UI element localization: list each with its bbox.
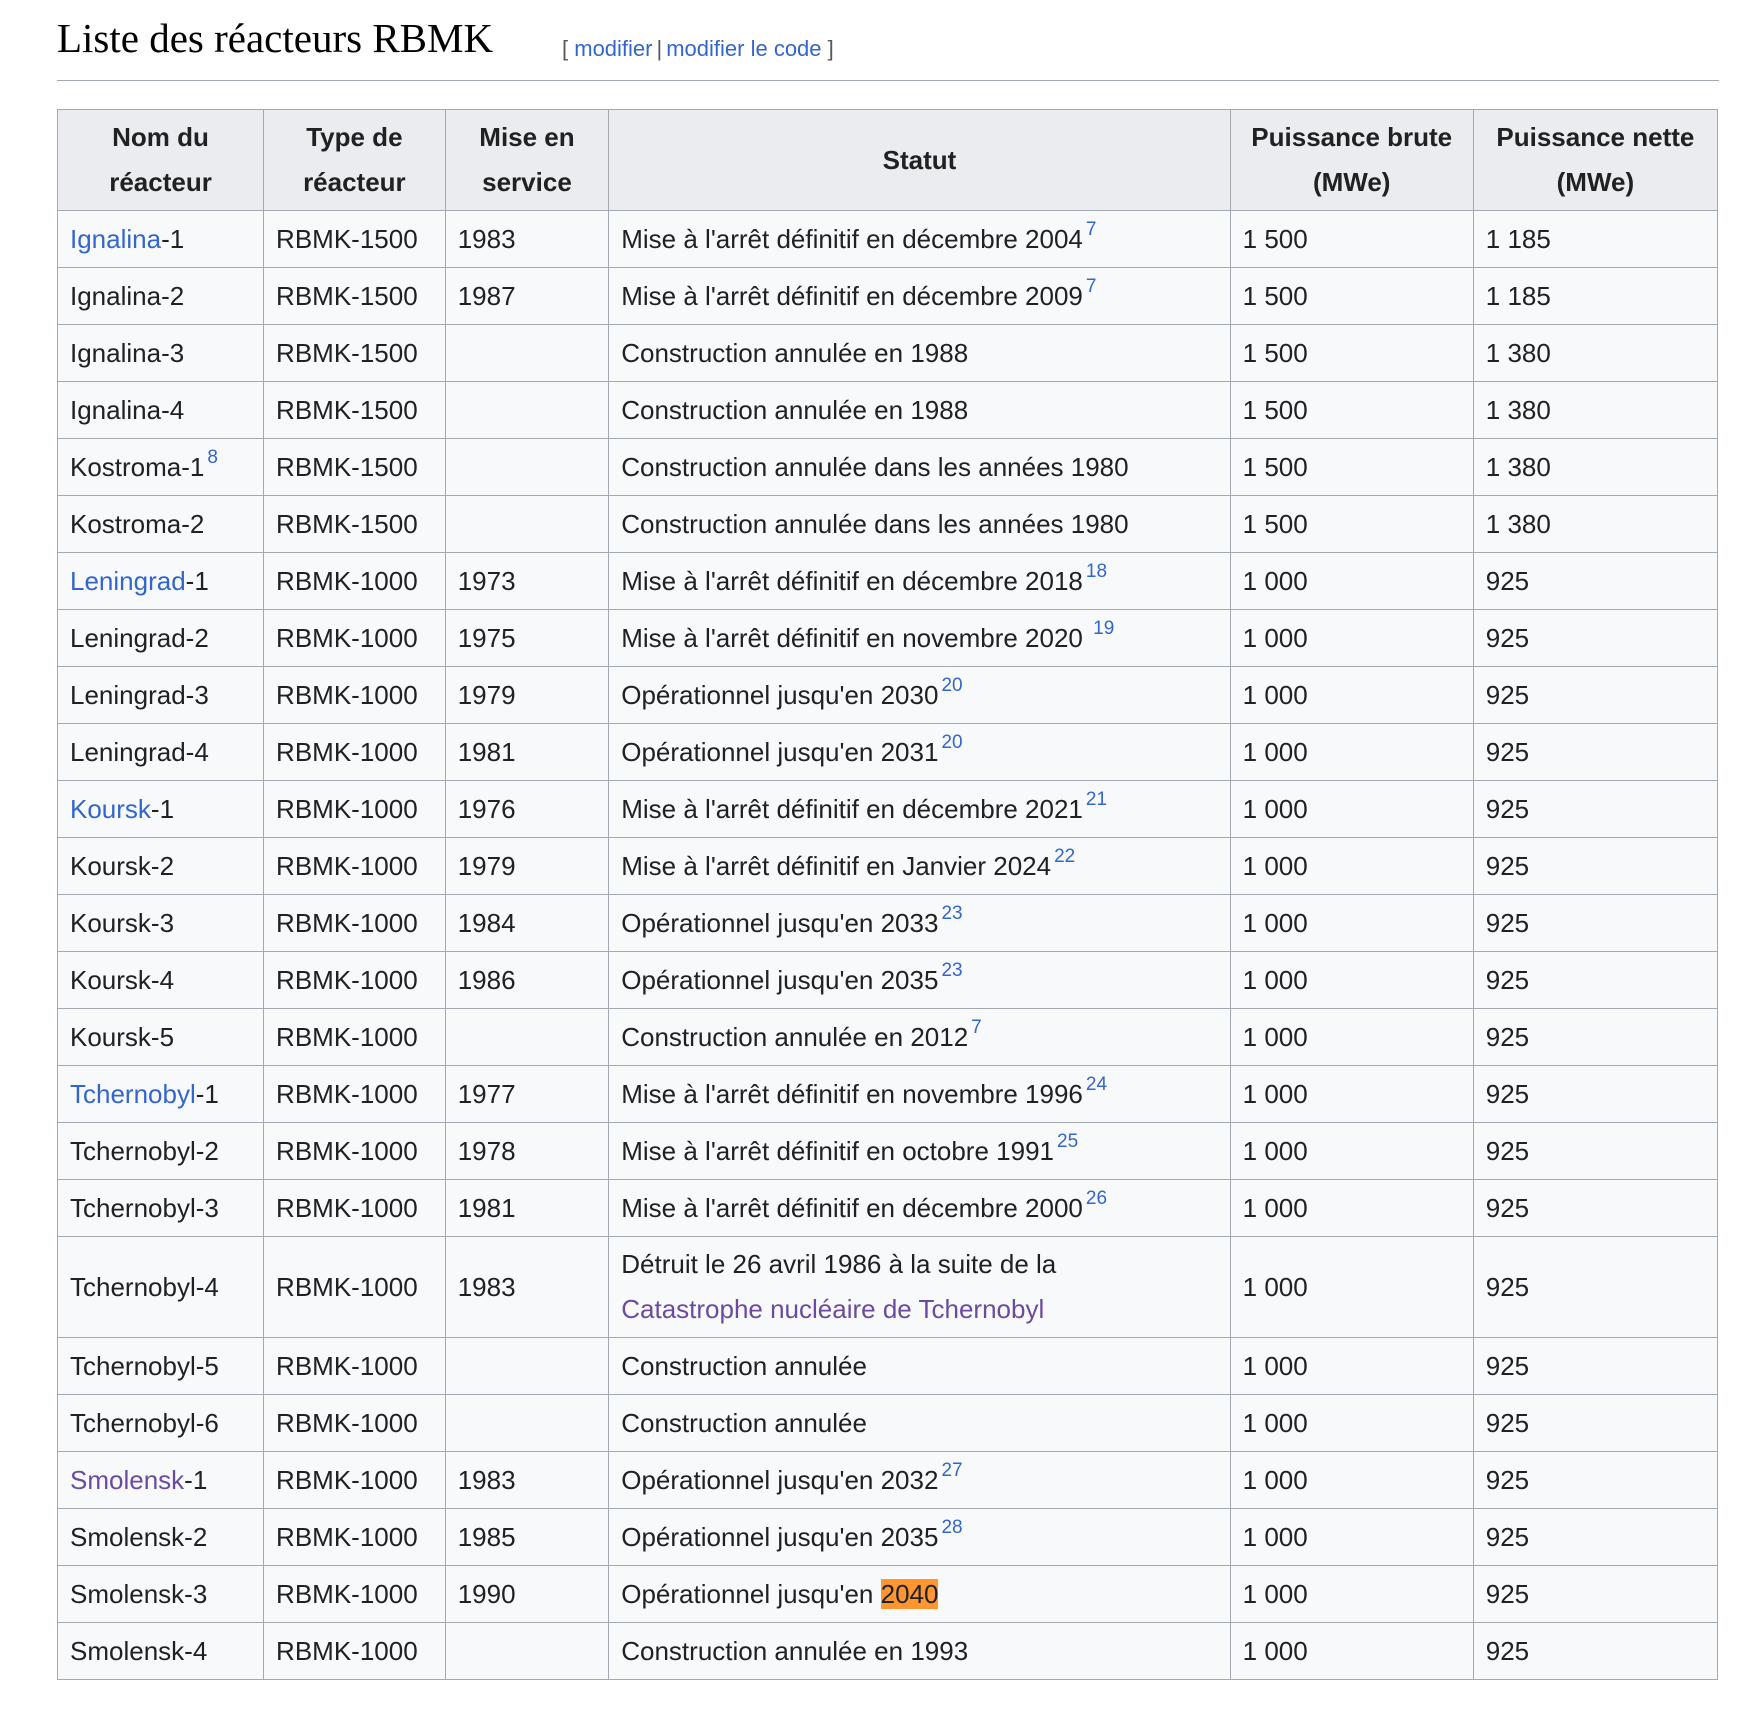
cell-reactor-type: RBMK-1500 (264, 439, 446, 496)
reactor-name: Ignalina-4 (70, 394, 185, 425)
cell-status (609, 838, 1230, 895)
cell-commissioning-year: 1981 (445, 724, 609, 781)
reference-link[interactable]: 23 (941, 902, 963, 924)
table-row (58, 496, 1718, 553)
cell-net-power: 925 (1473, 1509, 1717, 1566)
edit-section-links (562, 38, 834, 60)
table-row (58, 1338, 1718, 1395)
cell-status (609, 1395, 1230, 1452)
cell-reactor-type: RBMK-1000 (264, 1123, 446, 1180)
reactor-name: Ignalina-3 (70, 337, 185, 368)
reactor-name: Tchernobyl-3 (70, 1192, 219, 1223)
cell-net-power: 1 380 (1473, 496, 1717, 553)
header-nette[interactable] (1473, 110, 1717, 211)
section-title: Liste des réacteurs RBMK (57, 15, 494, 61)
edit-link[interactable]: modifier (574, 36, 653, 61)
reference-link[interactable]: 27 (941, 1459, 963, 1481)
table-row (58, 439, 1718, 496)
edit-bracket-open: [ (562, 36, 569, 61)
cell-commissioning-year: 1984 (445, 895, 609, 952)
reference-link[interactable]: 20 (941, 731, 963, 753)
cell-reactor-name (58, 952, 264, 1009)
reactor-name: Leningrad-4 (70, 736, 209, 767)
cell-reactor-type: RBMK-1000 (264, 1566, 446, 1623)
header-name-line2: réacteur (109, 167, 212, 197)
cell-gross-power: 1 000 (1230, 952, 1473, 1009)
cell-net-power: 925 (1473, 1180, 1717, 1237)
header-name[interactable] (58, 110, 264, 211)
reactor-name: Koursk-4 (70, 964, 175, 995)
cell-commissioning-year (445, 439, 609, 496)
status-text: Construction annulée en 2012 (621, 1021, 969, 1052)
cell-gross-power: 1 000 (1230, 838, 1473, 895)
cell-gross-power: 1 000 (1230, 1123, 1473, 1180)
status-text: Construction annulée dans les années 1980 (621, 508, 1129, 539)
edit-bracket-close: ] (827, 36, 834, 61)
status-text: Mise à l'arrêt définitif en décembre 2009 (621, 280, 1083, 311)
cell-reactor-name (58, 724, 264, 781)
reference-link[interactable]: 22 (1054, 845, 1076, 867)
cell-net-power: 1 185 (1473, 211, 1717, 268)
reactor-name: Kostroma-1 (70, 451, 205, 482)
status-text: Opérationnel jusqu'en 2035 (621, 964, 939, 995)
cell-net-power: 925 (1473, 952, 1717, 1009)
cell-reactor-name (58, 496, 264, 553)
reference-link[interactable]: 7 (971, 1016, 982, 1038)
reference-link[interactable]: 18 (1085, 560, 1108, 582)
reference-link[interactable]: 19 (1093, 617, 1115, 639)
cell-reactor-type: RBMK-1000 (264, 1237, 446, 1338)
table-row (58, 1009, 1718, 1066)
cell-gross-power: 1 000 (1230, 1237, 1473, 1338)
cell-reactor-name (58, 1338, 264, 1395)
status-text: Opérationnel jusqu'en 2031 (621, 736, 939, 767)
table-row (58, 1623, 1718, 1680)
table-row (58, 610, 1718, 667)
reactor-name: Koursk-5 (70, 1021, 175, 1052)
table-row (58, 268, 1718, 325)
cell-gross-power: 1 500 (1230, 268, 1473, 325)
reactor-number: -1 (185, 565, 209, 596)
reactor-number: -1 (150, 793, 175, 824)
cell-reactor-name (58, 1395, 264, 1452)
cell-status (609, 1237, 1230, 1338)
table-row (58, 1066, 1718, 1123)
cell-gross-power: 1 000 (1230, 553, 1473, 610)
cell-commissioning-year: 1990 (445, 1566, 609, 1623)
cell-status (609, 439, 1230, 496)
reactor-name: Kostroma-2 (70, 508, 205, 539)
cell-commissioning-year: 1975 (445, 610, 609, 667)
table-row (58, 1123, 1718, 1180)
cell-reactor-name (58, 1509, 264, 1566)
header-nette-line2: (MWe) (1556, 167, 1635, 197)
table-row (58, 667, 1718, 724)
cell-net-power: 925 (1473, 1009, 1717, 1066)
cell-net-power: 925 (1473, 895, 1717, 952)
cell-status (609, 610, 1230, 667)
cell-net-power: 925 (1473, 724, 1717, 781)
cell-status (609, 1066, 1230, 1123)
reactor-name: Smolensk-2 (70, 1521, 208, 1552)
cell-commissioning-year (445, 1395, 609, 1452)
cell-reactor-name (58, 211, 264, 268)
cell-gross-power: 1 000 (1230, 1066, 1473, 1123)
status-text: Mise à l'arrêt définitif en décembre 2018 (621, 565, 1083, 596)
cell-status (609, 1009, 1230, 1066)
table-row (58, 1395, 1718, 1452)
cell-gross-power: 1 500 (1230, 211, 1473, 268)
edit-source-link[interactable]: modifier le code (666, 36, 822, 61)
cell-reactor-type: RBMK-1500 (264, 268, 446, 325)
cell-commissioning-year: 1983 (445, 211, 609, 268)
cell-reactor-type: RBMK-1000 (264, 1066, 446, 1123)
cell-net-power: 925 (1473, 1623, 1717, 1680)
cell-commissioning-year: 1979 (445, 838, 609, 895)
reference-link[interactable]: 7 (1085, 275, 1097, 297)
cell-status (609, 895, 1230, 952)
cell-net-power: 925 (1473, 1452, 1717, 1509)
reactor-site-link[interactable]: Ignalina (70, 223, 162, 254)
cell-net-power: 925 (1473, 1237, 1717, 1338)
table-body (58, 211, 1718, 1680)
cell-reactor-type: RBMK-1000 (264, 1509, 446, 1566)
status-text: Mise à l'arrêt définitif en novembre 2020 (621, 622, 1091, 653)
reactor-name: Tchernobyl-4 (70, 1271, 219, 1302)
reference-link[interactable]: 23 (941, 959, 963, 981)
reactor-site-link[interactable]: Tchernobyl (70, 1078, 196, 1109)
cell-net-power: 925 (1473, 1123, 1717, 1180)
reactor-name: Smolensk-3 (70, 1578, 208, 1609)
table-row (58, 724, 1718, 781)
reactor-name: Koursk-2 (70, 850, 175, 881)
cell-gross-power: 1 000 (1230, 724, 1473, 781)
section-heading (57, 0, 1719, 81)
cell-net-power: 925 (1473, 1395, 1717, 1452)
cell-commissioning-year: 1979 (445, 667, 609, 724)
table-row (58, 838, 1718, 895)
cell-commissioning-year: 1973 (445, 553, 609, 610)
cell-status (609, 1338, 1230, 1395)
header-brute[interactable] (1230, 110, 1473, 211)
status-text: Construction annulée en 1988 (621, 337, 969, 368)
status-text: Opérationnel jusqu'en 2032 (621, 1464, 939, 1495)
cell-reactor-type: RBMK-1000 (264, 952, 446, 1009)
cell-reactor-name (58, 382, 264, 439)
status-text: Opérationnel jusqu'en 2030 (621, 679, 939, 710)
header-nette-line1: Puissance nette (1496, 122, 1695, 152)
cell-commissioning-year: 1985 (445, 1509, 609, 1566)
cell-reactor-name (58, 1566, 264, 1623)
cell-status (609, 553, 1230, 610)
cell-status (609, 952, 1230, 1009)
cell-reactor-name (58, 1123, 264, 1180)
cell-status (609, 1509, 1230, 1566)
status-text: Mise à l'arrêt définitif en Janvier 2024 (621, 850, 1052, 881)
cell-reactor-name (58, 1009, 264, 1066)
cell-reactor-name (58, 610, 264, 667)
cell-reactor-name (58, 1180, 264, 1237)
cell-gross-power: 1 000 (1230, 1338, 1473, 1395)
header-mise[interactable] (445, 110, 609, 211)
cell-gross-power: 1 000 (1230, 781, 1473, 838)
reactor-number: -1 (195, 1078, 219, 1109)
cell-net-power: 925 (1473, 610, 1717, 667)
reactor-site-link[interactable]: Leningrad (70, 565, 186, 596)
status-text: Construction annulée dans les années 1980 (621, 451, 1129, 482)
cell-gross-power: 1 000 (1230, 1452, 1473, 1509)
header-type-line1: Type de (306, 122, 403, 152)
cell-reactor-name (58, 268, 264, 325)
cell-reactor-type: RBMK-1500 (264, 211, 446, 268)
header-name-line1: Nom du (112, 122, 209, 152)
cell-status (609, 325, 1230, 382)
header-mise-line1: Mise en (479, 122, 575, 152)
status-text: Opérationnel jusqu'en (621, 1578, 881, 1609)
cell-net-power: 1 380 (1473, 439, 1717, 496)
cell-commissioning-year: 1986 (445, 952, 609, 1009)
cell-reactor-type: RBMK-1000 (264, 1009, 446, 1066)
cell-reactor-name (58, 1066, 264, 1123)
cell-net-power: 1 380 (1473, 382, 1717, 439)
table-row (58, 952, 1718, 1009)
reactor-name: Koursk-3 (70, 907, 175, 938)
cell-net-power: 925 (1473, 667, 1717, 724)
table-row (58, 1237, 1718, 1338)
cell-reactor-name (58, 1452, 264, 1509)
reference-link[interactable]: 28 (941, 1516, 963, 1538)
cell-gross-power: 1 500 (1230, 496, 1473, 553)
cell-net-power: 925 (1473, 553, 1717, 610)
status-text: Mise à l'arrêt définitif en novembre 1996 (621, 1078, 1083, 1109)
cell-commissioning-year: 1981 (445, 1180, 609, 1237)
cell-reactor-type: RBMK-1500 (264, 325, 446, 382)
cell-reactor-type: RBMK-1500 (264, 382, 446, 439)
cell-reactor-type: RBMK-1000 (264, 553, 446, 610)
cell-status (609, 382, 1230, 439)
cell-net-power: 1 185 (1473, 268, 1717, 325)
reactor-name: Leningrad-3 (70, 679, 209, 710)
table-row (58, 781, 1718, 838)
cell-reactor-type: RBMK-1000 (264, 895, 446, 952)
cell-reactor-name (58, 1623, 264, 1680)
cell-commissioning-year: 1977 (445, 1066, 609, 1123)
cell-gross-power: 1 000 (1230, 667, 1473, 724)
cell-commissioning-year (445, 496, 609, 553)
cell-net-power: 925 (1473, 781, 1717, 838)
cell-status (609, 211, 1230, 268)
status-text: Mise à l'arrêt définitif en décembre 2000 (621, 1192, 1083, 1223)
table-row (58, 1180, 1718, 1237)
cell-net-power: 925 (1473, 1066, 1717, 1123)
cell-reactor-type: RBMK-1000 (264, 781, 446, 838)
cell-gross-power: 1 000 (1230, 1009, 1473, 1066)
chernobyl-disaster-link[interactable]: Catastrophe nucléaire de Tchernobyl (621, 1294, 1045, 1324)
cell-reactor-type: RBMK-1000 (264, 667, 446, 724)
reference-link[interactable]: 8 (207, 446, 218, 468)
cell-reactor-type: RBMK-1000 (264, 1395, 446, 1452)
cell-commissioning-year: 1987 (445, 268, 609, 325)
status-text: Détruit le 26 avril 1986 à la suite de la (621, 1249, 1057, 1279)
status-text: Construction annulée (621, 1350, 867, 1381)
cell-commissioning-year (445, 1623, 609, 1680)
reactor-number: -1 (184, 1464, 208, 1495)
cell-status (609, 1123, 1230, 1180)
cell-gross-power: 1 000 (1230, 1566, 1473, 1623)
status-text: Construction annulée en 1988 (621, 394, 969, 425)
cell-reactor-type: RBMK-1000 (264, 1338, 446, 1395)
cell-reactor-type: RBMK-1500 (264, 496, 446, 553)
header-brute-line1: Puissance brute (1251, 122, 1453, 152)
reactor-name: Smolensk-4 (70, 1635, 208, 1666)
cell-commissioning-year: 1976 (445, 781, 609, 838)
reactor-name: Ignalina-2 (70, 280, 185, 311)
header-type-line2: réacteur (303, 167, 406, 197)
cell-gross-power: 1 000 (1230, 1395, 1473, 1452)
status-text: Mise à l'arrêt définitif en octobre 1991 (621, 1135, 1054, 1166)
cell-reactor-name (58, 439, 264, 496)
cell-commissioning-year (445, 382, 609, 439)
cell-reactor-type: RBMK-1000 (264, 1623, 446, 1680)
cell-gross-power: 1 000 (1230, 1180, 1473, 1237)
status-text: Mise à l'arrêt définitif en décembre 2004 (621, 223, 1083, 254)
table-header-row (58, 110, 1718, 211)
cell-net-power: 925 (1473, 1566, 1717, 1623)
table-row (58, 895, 1718, 952)
cell-gross-power: 1 000 (1230, 1509, 1473, 1566)
cell-commissioning-year (445, 325, 609, 382)
reactor-number: -1 (161, 223, 185, 254)
reference-link[interactable]: 21 (1085, 788, 1108, 810)
reference-link[interactable]: 20 (941, 674, 963, 696)
cell-gross-power: 1 000 (1230, 895, 1473, 952)
cell-status (609, 1452, 1230, 1509)
cell-gross-power: 1 500 (1230, 439, 1473, 496)
reference-link[interactable]: 26 (1085, 1187, 1108, 1209)
cell-reactor-type: RBMK-1000 (264, 1452, 446, 1509)
table-row (58, 553, 1718, 610)
status-text: Construction annulée (621, 1407, 867, 1438)
reference-link[interactable]: 7 (1085, 218, 1097, 240)
cell-status (609, 667, 1230, 724)
reactor-name: Leningrad-2 (70, 622, 209, 653)
cell-commissioning-year: 1983 (445, 1237, 609, 1338)
cell-status (609, 496, 1230, 553)
cell-commissioning-year: 1983 (445, 1452, 609, 1509)
cell-reactor-name (58, 667, 264, 724)
header-mise-line2: service (482, 167, 572, 197)
cell-reactor-type: RBMK-1000 (264, 610, 446, 667)
cell-reactor-name (58, 553, 264, 610)
cell-reactor-name (58, 838, 264, 895)
cell-reactor-name (58, 895, 264, 952)
cell-commissioning-year (445, 1009, 609, 1066)
cell-reactor-name (58, 1237, 264, 1338)
cell-status (609, 1180, 1230, 1237)
status-text: Construction annulée en 1993 (621, 1635, 969, 1666)
search-highlight: 2040 (880, 1578, 939, 1609)
cell-gross-power: 1 500 (1230, 382, 1473, 439)
cell-reactor-type: RBMK-1000 (264, 724, 446, 781)
reference-link[interactable]: 24 (1085, 1073, 1108, 1095)
reactor-name: Tchernobyl-2 (70, 1135, 219, 1166)
cell-status (609, 268, 1230, 325)
table-row (58, 325, 1718, 382)
status-text: Mise à l'arrêt définitif en décembre 2021 (621, 793, 1083, 824)
edit-separator: | (656, 36, 663, 61)
article-section (57, 0, 1719, 1666)
reactor-site-link[interactable]: Koursk (70, 793, 151, 824)
reference-link[interactable]: 25 (1057, 1130, 1079, 1152)
cell-commissioning-year (445, 1338, 609, 1395)
table-row (58, 1566, 1718, 1623)
cell-status (609, 1566, 1230, 1623)
cell-status (609, 1623, 1230, 1680)
status-text: Opérationnel jusqu'en 2033 (621, 907, 939, 938)
cell-status (609, 781, 1230, 838)
cell-reactor-name (58, 781, 264, 838)
table-row (58, 211, 1718, 268)
reactor-name: Tchernobyl-6 (70, 1407, 219, 1438)
table-row (58, 382, 1718, 439)
cell-net-power: 925 (1473, 1338, 1717, 1395)
rbmk-reactors-table (57, 109, 1718, 1680)
cell-gross-power: 1 000 (1230, 1623, 1473, 1680)
reactor-site-link[interactable]: Smolensk (70, 1464, 185, 1495)
header-brute-line2: (MWe) (1312, 167, 1391, 197)
cell-net-power: 1 380 (1473, 325, 1717, 382)
table-row (58, 1452, 1718, 1509)
table-row (58, 1509, 1718, 1566)
cell-reactor-type: RBMK-1000 (264, 838, 446, 895)
status-text: Opérationnel jusqu'en 2035 (621, 1521, 939, 1552)
cell-reactor-type: RBMK-1000 (264, 1180, 446, 1237)
cell-gross-power: 1 500 (1230, 325, 1473, 382)
reactor-name: Tchernobyl-5 (70, 1350, 219, 1381)
header-statut[interactable] (609, 110, 1230, 211)
cell-net-power: 925 (1473, 838, 1717, 895)
header-type[interactable] (264, 110, 446, 211)
header-statut-label: Statut (882, 144, 957, 175)
cell-reactor-name (58, 325, 264, 382)
cell-commissioning-year: 1978 (445, 1123, 609, 1180)
cell-status (609, 724, 1230, 781)
cell-gross-power: 1 000 (1230, 610, 1473, 667)
